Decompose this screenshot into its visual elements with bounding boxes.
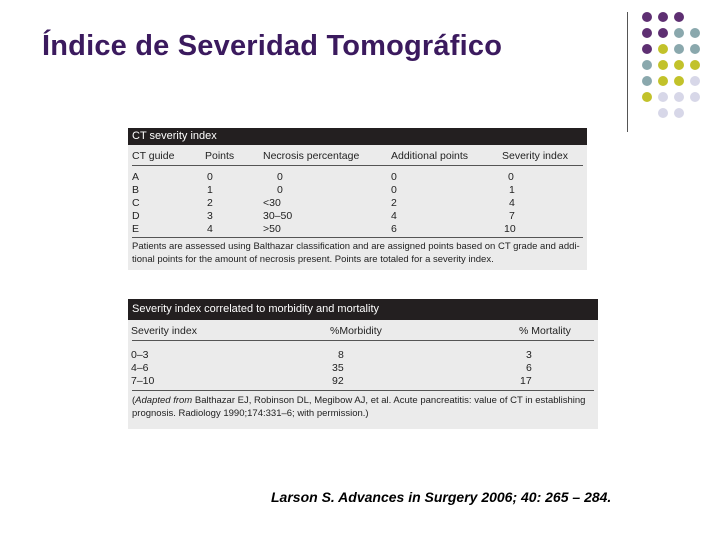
footer-rule (132, 390, 594, 391)
dot (690, 60, 700, 70)
table-cell: 30–50 (263, 210, 293, 222)
table-cell: 2 (391, 197, 397, 209)
table-cell: D (132, 210, 140, 222)
dot (690, 44, 700, 54)
dot (658, 108, 668, 118)
column-header: % Mortality (519, 325, 571, 337)
ct-table-footnote (128, 241, 587, 266)
morbidity-table-footnote (128, 395, 598, 420)
table-cell: 17 (520, 375, 532, 387)
table-cell: 4 (207, 223, 213, 235)
table-cell: <30 (263, 197, 281, 209)
footnote-text: Balthazar EJ, Robinson DL, Megibow AJ, et al. Acute pancreatitis: value of CT in establishing (192, 395, 586, 406)
dot (642, 28, 652, 38)
table-header-row (128, 150, 587, 163)
citation: Larson S. Advances in Surgery 2006; 40: 265 – 284. (271, 489, 612, 505)
table-row (128, 375, 598, 388)
table-row (128, 210, 587, 223)
dot (658, 60, 668, 70)
dot (674, 92, 684, 102)
footnote-line: Patients are assessed using Balthazar classification and are assigned points based on CT grade and addi- (132, 241, 580, 252)
dot (690, 76, 700, 86)
table-cell: B (132, 184, 140, 196)
column-header: %Morbidity (330, 325, 382, 337)
table-cell: C (132, 197, 140, 209)
header-rule (132, 165, 583, 166)
dot (642, 44, 652, 54)
table-cell: 8 (338, 349, 344, 361)
table-row (128, 197, 587, 210)
dot (642, 92, 652, 102)
divider-line (627, 12, 628, 132)
table-cell: 0 (207, 171, 213, 183)
column-header: Severity index (131, 325, 197, 337)
table-cell: 6 (526, 362, 532, 374)
dot (674, 28, 684, 38)
table-cell: 0 (277, 171, 283, 183)
table-cell: E (132, 223, 140, 235)
table-cell: 0 (391, 171, 397, 183)
table-cell: 4 (391, 210, 397, 222)
table-cell: 3 (526, 349, 532, 361)
table-row (128, 184, 587, 197)
dot (658, 12, 668, 22)
morbidity-table-title: Severity index correlated to morbidity and mortality (128, 299, 598, 320)
table-cell: 35 (332, 362, 344, 374)
table-cell: 4 (509, 197, 515, 209)
table-header-row (128, 325, 598, 338)
footer-rule (132, 237, 583, 238)
dot (690, 92, 700, 102)
table-cell: 7 (509, 210, 515, 222)
footnote-line: prognosis. Radiology 1990;174:331–6; with permission.) (132, 407, 369, 419)
footnote-adapted-from: Adapted from (135, 395, 193, 406)
column-header: Necrosis percentage (263, 150, 360, 162)
dot (658, 76, 668, 86)
decorative-dot-grid (636, 10, 716, 120)
table-cell: 1 (207, 184, 213, 196)
table-cell: 0 (391, 184, 397, 196)
dot (690, 28, 700, 38)
table-cell: 92 (332, 375, 344, 387)
column-header: CT guide (132, 150, 175, 162)
table-cell: 7–10 (131, 375, 155, 387)
table-row (128, 171, 587, 184)
table-cell: 3 (207, 210, 213, 222)
morbidity-mortality-table (128, 299, 598, 429)
dot (674, 76, 684, 86)
table-cell: 2 (207, 197, 213, 209)
table-cell: >50 (263, 223, 281, 235)
dot (642, 76, 652, 86)
table-cell: 4–6 (131, 362, 149, 374)
header-rule (132, 340, 594, 341)
column-header: Points (205, 150, 235, 162)
table-cell: 1 (509, 184, 515, 196)
dot (674, 12, 684, 22)
table-cell: 0 (277, 184, 283, 196)
table-row (128, 223, 587, 236)
table-cell: 10 (504, 223, 516, 235)
dot (642, 60, 652, 70)
ct-severity-table (128, 128, 587, 270)
table-row (128, 349, 598, 362)
table-cell: 0–3 (131, 349, 149, 361)
table-cell: 6 (391, 223, 397, 235)
footnote-line: (Adapted from Balthazar EJ, Robinson DL, Megibow AJ, et al. Acute pancreatitis: value of CT in establishing (132, 395, 586, 406)
dot (674, 60, 684, 70)
dot (642, 12, 652, 22)
column-header: Severity index (502, 150, 568, 162)
table-cell: 0 (508, 171, 514, 183)
dot (658, 44, 668, 54)
dot (674, 44, 684, 54)
table-cell: A (132, 171, 140, 183)
column-header: Additional points (391, 150, 469, 162)
table-row (128, 362, 598, 375)
dot (658, 28, 668, 38)
ct-table-title: CT severity index (128, 128, 587, 145)
footnote-line: tional points for the amount of necrosis present. Points are totaled for a severity index. (132, 253, 494, 265)
dot (658, 92, 668, 102)
slide-title: Índice de Severidad Tomográfico (42, 30, 503, 62)
dot (674, 108, 684, 118)
